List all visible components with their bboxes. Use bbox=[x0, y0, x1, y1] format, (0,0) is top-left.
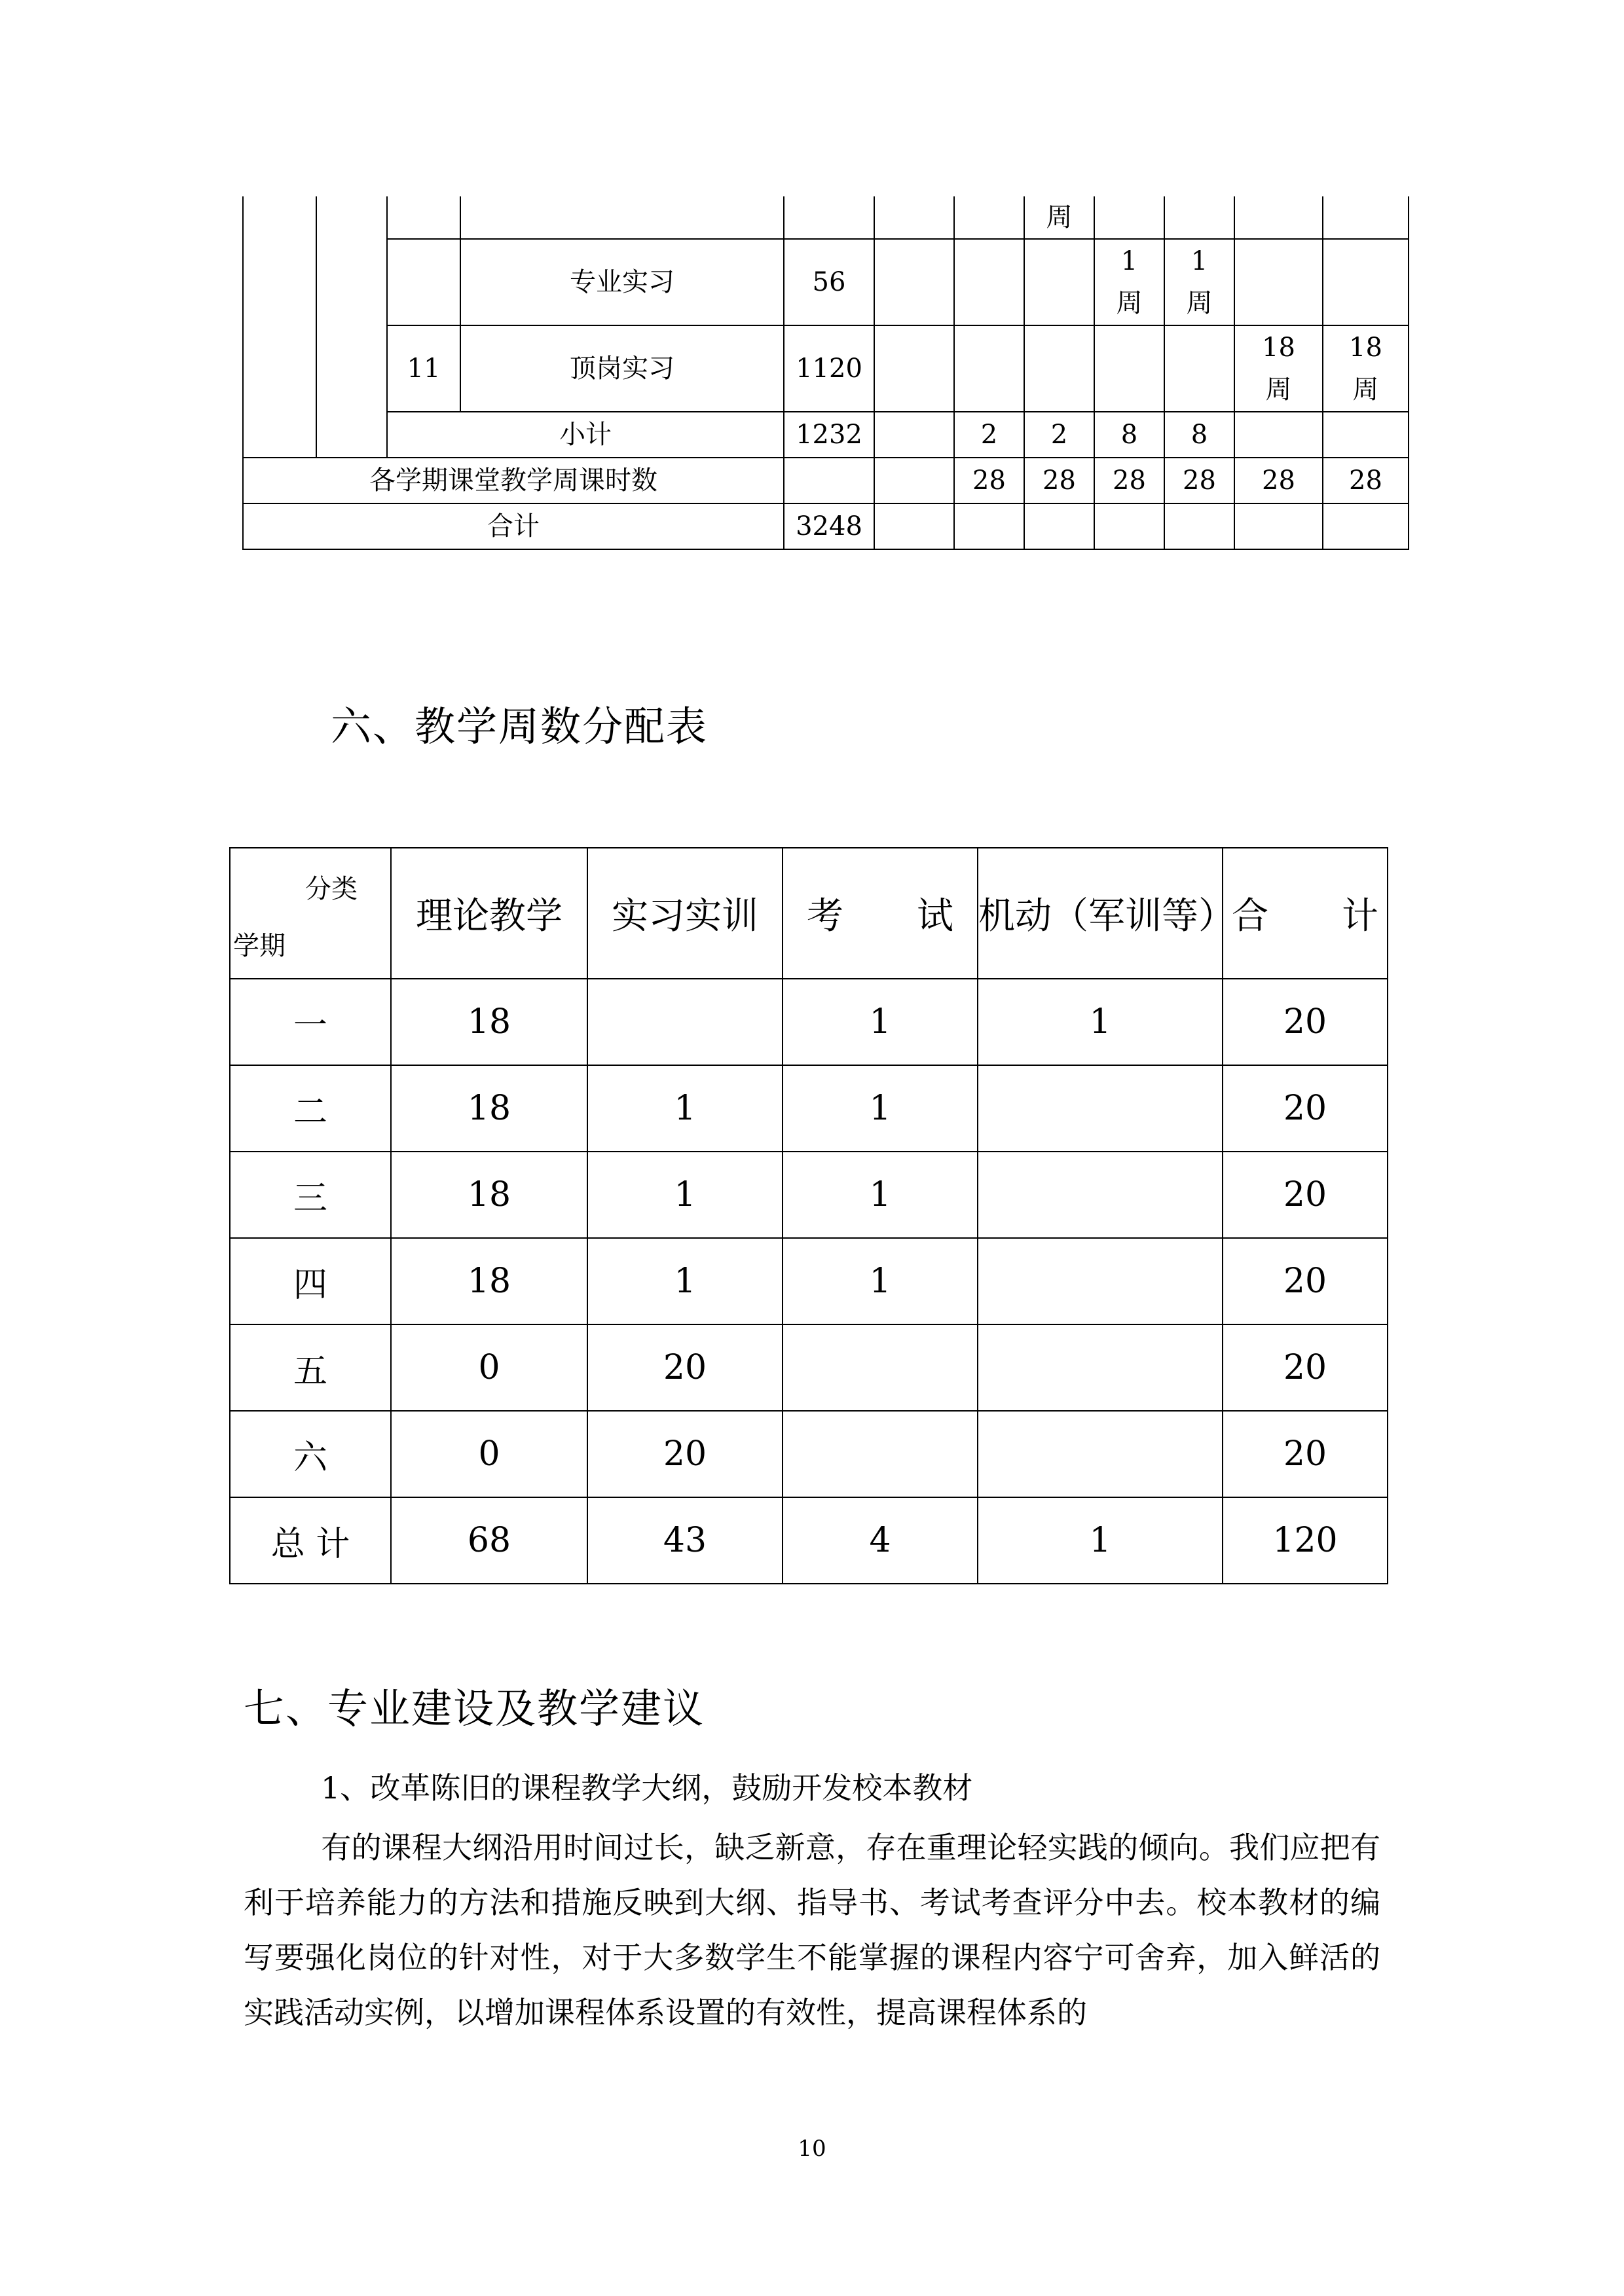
practice-weeks: 1 bbox=[587, 1065, 783, 1152]
subtotal-label: 小计 bbox=[387, 412, 784, 458]
weekly-hours-label: 各学期课堂教学周课时数 bbox=[243, 458, 784, 503]
course-name-cell: 顶岗实习 bbox=[460, 325, 784, 412]
term-cell bbox=[1323, 196, 1409, 239]
hours-cell: 1120 bbox=[784, 325, 874, 412]
corner-label-category: 分类 bbox=[305, 874, 358, 904]
term-cell: 28 bbox=[1094, 458, 1164, 503]
credit-cell bbox=[874, 325, 954, 412]
course-plan-table-continued bbox=[242, 196, 1409, 550]
theory-weeks: 18 bbox=[391, 1238, 587, 1324]
term-label: 一 bbox=[230, 979, 391, 1065]
credit-cell bbox=[874, 503, 954, 549]
table-row bbox=[230, 1152, 1388, 1238]
table-row bbox=[230, 1497, 1388, 1584]
term-cell: 2 bbox=[1024, 412, 1094, 458]
exam-weeks bbox=[783, 1411, 978, 1497]
cell-line: 周 bbox=[1352, 374, 1379, 405]
theory-weeks: 68 bbox=[391, 1497, 587, 1584]
term-label: 四 bbox=[230, 1238, 391, 1324]
cell-line: 18 bbox=[1262, 333, 1295, 363]
course-name-cell bbox=[460, 196, 784, 239]
term-label: 总 计 bbox=[230, 1497, 391, 1584]
column-header: 考 试 bbox=[783, 848, 978, 979]
term-label: 六 bbox=[230, 1411, 391, 1497]
term-cell: 周 bbox=[1024, 196, 1094, 239]
total-weeks: 20 bbox=[1223, 979, 1388, 1065]
cell-line: 周 bbox=[1265, 374, 1292, 405]
table-row bbox=[243, 239, 1409, 325]
exam-weeks bbox=[783, 1324, 978, 1411]
term-cell bbox=[1323, 325, 1409, 412]
table-row bbox=[230, 1324, 1388, 1411]
exam-weeks: 1 bbox=[783, 1238, 978, 1324]
credit-cell bbox=[874, 239, 954, 325]
term-cell: 8 bbox=[1094, 412, 1164, 458]
table-row bbox=[230, 1065, 1388, 1152]
hours-cell bbox=[784, 458, 874, 503]
term-cell: 28 bbox=[954, 458, 1024, 503]
term-cell bbox=[1234, 412, 1323, 458]
body-paragraph bbox=[244, 1820, 1380, 2040]
table-row bbox=[243, 196, 1409, 239]
total-weeks: 20 bbox=[1223, 1324, 1388, 1411]
table-row bbox=[243, 325, 1409, 412]
hours-cell: 56 bbox=[784, 239, 874, 325]
term-cell bbox=[954, 325, 1024, 412]
exam-weeks: 4 bbox=[783, 1497, 978, 1584]
week-allocation-table bbox=[229, 847, 1388, 1584]
table-row bbox=[243, 412, 1409, 458]
column-header: 理论教学 bbox=[391, 848, 587, 979]
term-cell bbox=[954, 239, 1024, 325]
flexible-weeks bbox=[978, 1065, 1223, 1152]
cell-line: 18 bbox=[1349, 333, 1382, 363]
term-cell: 28 bbox=[1234, 458, 1323, 503]
total-weeks: 20 bbox=[1223, 1238, 1388, 1324]
flexible-weeks bbox=[978, 1411, 1223, 1497]
theory-weeks: 18 bbox=[391, 979, 587, 1065]
term-cell bbox=[1234, 239, 1323, 325]
theory-weeks: 18 bbox=[391, 1152, 587, 1238]
flexible-weeks bbox=[978, 1238, 1223, 1324]
credit-cell bbox=[874, 458, 954, 503]
item-title: 1、改革陈旧的课程教学大纲，鼓励开发校本教材 bbox=[321, 1770, 973, 1806]
page-number: 10 bbox=[798, 2136, 826, 2162]
table-row bbox=[243, 458, 1409, 503]
course-no-cell: 11 bbox=[387, 325, 460, 412]
term-cell bbox=[1024, 239, 1094, 325]
term-cell: 28 bbox=[1323, 458, 1409, 503]
total-weeks: 20 bbox=[1223, 1411, 1388, 1497]
term-cell bbox=[1234, 503, 1323, 549]
term-cell bbox=[1323, 239, 1409, 325]
term-cell bbox=[1323, 412, 1409, 458]
term-cell: 8 bbox=[1164, 412, 1234, 458]
paragraph-text: 有的课程大纲沿用时间过长，缺乏新意，存在重理论轻实践的倾向。我们应把有利于培养能力的方法和措施反映到大纲、指导书、考试考查评分中去。校本教材的编写要强化岗位的针对性，对于大多数学生不能掌握的课程内容宁可舍弃，加入鲜活的实践活动实例，以增加课程体系设置的有效性，提高课程体系的 bbox=[244, 1830, 1380, 2030]
term-cell: 28 bbox=[1024, 458, 1094, 503]
exam-weeks: 1 bbox=[783, 1152, 978, 1238]
practice-weeks: 20 bbox=[587, 1411, 783, 1497]
table-row bbox=[230, 1238, 1388, 1324]
hours-cell bbox=[784, 196, 874, 239]
total-weeks: 120 bbox=[1223, 1497, 1388, 1584]
term-cell bbox=[1164, 196, 1234, 239]
cell-line: 周 bbox=[1186, 288, 1213, 318]
cell-line: 周 bbox=[1116, 288, 1143, 318]
term-cell bbox=[1094, 325, 1164, 412]
term-cell bbox=[1234, 196, 1323, 239]
term-cell: 2 bbox=[954, 412, 1024, 458]
theory-weeks: 0 bbox=[391, 1411, 587, 1497]
hours-cell: 3248 bbox=[784, 503, 874, 549]
course-no-cell bbox=[387, 196, 460, 239]
term-cell bbox=[1234, 325, 1323, 412]
term-cell bbox=[954, 503, 1024, 549]
column-header: 机动（军训等） bbox=[978, 848, 1223, 979]
term-label: 二 bbox=[230, 1065, 391, 1152]
corner-label-term: 学期 bbox=[233, 931, 286, 961]
table-header-row bbox=[230, 848, 1388, 979]
cell-line: 1 bbox=[1120, 246, 1138, 276]
practice-weeks: 20 bbox=[587, 1324, 783, 1411]
practice-weeks bbox=[587, 979, 783, 1065]
practice-weeks: 1 bbox=[587, 1152, 783, 1238]
section-heading: 七、专业建设及教学建议 bbox=[244, 1685, 705, 1732]
term-cell: 28 bbox=[1164, 458, 1234, 503]
term-cell bbox=[1094, 196, 1164, 239]
total-weeks: 20 bbox=[1223, 1152, 1388, 1238]
credit-cell bbox=[874, 196, 954, 239]
theory-weeks: 0 bbox=[391, 1324, 587, 1411]
subcategory-cell bbox=[316, 196, 387, 458]
table-row bbox=[243, 503, 1409, 549]
credit-cell bbox=[874, 412, 954, 458]
exam-weeks: 1 bbox=[783, 1065, 978, 1152]
course-name-cell: 专业实习 bbox=[460, 239, 784, 325]
cell-line: 1 bbox=[1190, 246, 1208, 276]
term-cell bbox=[1094, 239, 1164, 325]
total-label: 合计 bbox=[243, 503, 784, 549]
term-cell bbox=[1094, 503, 1164, 549]
course-no-cell bbox=[387, 239, 460, 325]
hours-cell: 1232 bbox=[784, 412, 874, 458]
term-cell bbox=[954, 196, 1024, 239]
term-cell bbox=[1164, 325, 1234, 412]
category-cell bbox=[243, 196, 316, 458]
term-cell bbox=[1024, 325, 1094, 412]
term-cell bbox=[1024, 503, 1094, 549]
term-label: 三 bbox=[230, 1152, 391, 1238]
flexible-weeks: 1 bbox=[978, 979, 1223, 1065]
term-label: 五 bbox=[230, 1324, 391, 1411]
header-corner-cell bbox=[230, 848, 391, 979]
column-header: 合 计 bbox=[1223, 848, 1388, 979]
flexible-weeks: 1 bbox=[978, 1497, 1223, 1584]
table-row bbox=[230, 1411, 1388, 1497]
exam-weeks: 1 bbox=[783, 979, 978, 1065]
term-cell bbox=[1164, 503, 1234, 549]
term-cell bbox=[1323, 503, 1409, 549]
column-header: 实习实训 bbox=[587, 848, 783, 979]
theory-weeks: 18 bbox=[391, 1065, 587, 1152]
flexible-weeks bbox=[978, 1152, 1223, 1238]
term-cell bbox=[1164, 239, 1234, 325]
flexible-weeks bbox=[978, 1324, 1223, 1411]
table-row bbox=[230, 979, 1388, 1065]
practice-weeks: 43 bbox=[587, 1497, 783, 1584]
total-weeks: 20 bbox=[1223, 1065, 1388, 1152]
section-heading: 六、教学周数分配表 bbox=[331, 702, 709, 750]
practice-weeks: 1 bbox=[587, 1238, 783, 1324]
